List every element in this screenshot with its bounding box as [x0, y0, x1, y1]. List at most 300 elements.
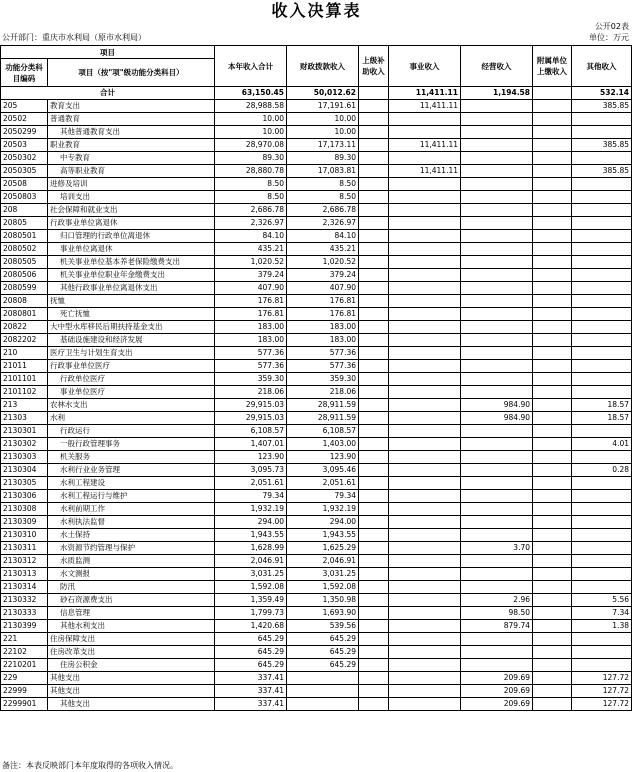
header-fiscal: 财政拨款收入	[287, 46, 359, 87]
row-fiscal	[287, 698, 359, 711]
row-fiscal: 379.24	[287, 269, 359, 282]
row-operating	[461, 100, 533, 113]
row-upper	[359, 659, 389, 672]
row-business	[389, 334, 461, 347]
row-code: 2101101	[1, 373, 48, 386]
table-row	[1, 412, 632, 425]
row-fiscal: 183.00	[287, 321, 359, 334]
row-upper	[359, 646, 389, 659]
row-business	[389, 152, 461, 165]
row-name: 农林水支出	[48, 399, 215, 412]
table-row	[1, 555, 632, 568]
row-fiscal: 2,046.91	[287, 555, 359, 568]
row-name: 大中型水库移民后期扶持基金支出	[48, 321, 215, 334]
row-other	[572, 243, 632, 256]
table-row	[1, 633, 632, 646]
row-affiliated	[533, 438, 572, 451]
row-upper	[359, 256, 389, 269]
row-fiscal: 10.00	[287, 113, 359, 126]
row-code: 2101102	[1, 386, 48, 399]
total-cell: 532.14	[572, 87, 632, 100]
row-upper	[359, 438, 389, 451]
row-business	[389, 555, 461, 568]
row-fiscal: 294.00	[287, 516, 359, 529]
row-total: 176.81	[215, 295, 287, 308]
row-fiscal: 577.36	[287, 360, 359, 373]
row-business	[389, 451, 461, 464]
row-fiscal: 577.36	[287, 347, 359, 360]
row-code: 22999	[1, 685, 48, 698]
row-upper	[359, 477, 389, 490]
total-cell: 11,411.11	[389, 87, 461, 100]
row-code: 221	[1, 633, 48, 646]
row-code: 20508	[1, 178, 48, 191]
header-business: 事业收入	[389, 46, 461, 87]
row-fiscal: 435.21	[287, 243, 359, 256]
row-operating	[461, 269, 533, 282]
row-other	[572, 425, 632, 438]
row-upper	[359, 542, 389, 555]
row-affiliated	[533, 308, 572, 321]
row-name: 其他水利支出	[48, 620, 215, 633]
row-name: 普通教育	[48, 113, 215, 126]
row-business	[389, 646, 461, 659]
table-row	[1, 438, 632, 451]
row-upper	[359, 568, 389, 581]
row-operating	[461, 256, 533, 269]
row-fiscal: 10.00	[287, 126, 359, 139]
table-row	[1, 347, 632, 360]
row-affiliated	[533, 503, 572, 516]
row-total: 645.29	[215, 646, 287, 659]
row-name: 抚恤	[48, 295, 215, 308]
row-code: 2130310	[1, 529, 48, 542]
row-affiliated	[533, 490, 572, 503]
table-row	[1, 230, 632, 243]
row-other	[572, 490, 632, 503]
row-operating	[461, 217, 533, 230]
row-operating	[461, 438, 533, 451]
row-code: 2130311	[1, 542, 48, 555]
row-total: 84.10	[215, 230, 287, 243]
row-operating	[461, 490, 533, 503]
table-row	[1, 698, 632, 711]
row-other	[572, 451, 632, 464]
table-row	[1, 139, 632, 152]
page-title: 收入决算表	[271, 1, 362, 20]
row-business	[389, 659, 461, 672]
total-cell	[533, 87, 572, 100]
row-operating	[461, 204, 533, 217]
row-upper	[359, 685, 389, 698]
row-business: 11,411.11	[389, 100, 461, 113]
row-affiliated	[533, 321, 572, 334]
row-fiscal: 1,592.08	[287, 581, 359, 594]
header-other: 其他收入	[572, 46, 632, 87]
row-code: 22102	[1, 646, 48, 659]
row-business	[389, 633, 461, 646]
row-name: 事业单位医疗	[48, 386, 215, 399]
row-upper	[359, 100, 389, 113]
row-business	[389, 581, 461, 594]
row-operating	[461, 178, 533, 191]
row-operating	[461, 373, 533, 386]
row-other	[572, 178, 632, 191]
row-affiliated	[533, 542, 572, 555]
row-other: 0.28	[572, 464, 632, 477]
row-upper	[359, 295, 389, 308]
row-operating	[461, 360, 533, 373]
row-affiliated	[533, 555, 572, 568]
row-operating	[461, 659, 533, 672]
row-name: 机关服务	[48, 451, 215, 464]
row-code: 2082202	[1, 334, 48, 347]
row-code: 2050803	[1, 191, 48, 204]
row-affiliated	[533, 607, 572, 620]
row-business	[389, 295, 461, 308]
row-name: 机关事业单位职业年金缴费支出	[48, 269, 215, 282]
table-row	[1, 178, 632, 191]
row-code: 20503	[1, 139, 48, 152]
row-upper	[359, 230, 389, 243]
row-operating	[461, 321, 533, 334]
row-upper	[359, 308, 389, 321]
row-name: 行政事业单位离退休	[48, 217, 215, 230]
row-fiscal: 8.50	[287, 178, 359, 191]
total-cell: 63,150.45	[215, 87, 287, 100]
row-total: 1,932.19	[215, 503, 287, 516]
revenue-table	[0, 45, 632, 711]
row-upper	[359, 399, 389, 412]
row-upper	[359, 451, 389, 464]
row-affiliated	[533, 269, 572, 282]
row-affiliated	[533, 659, 572, 672]
row-fiscal: 3,031.25	[287, 568, 359, 581]
row-total: 28,970.08	[215, 139, 287, 152]
form-code: 公开02表	[594, 22, 629, 31]
header-code: 功能分类科目编码	[1, 59, 48, 87]
row-other	[572, 646, 632, 659]
row-name: 培训支出	[48, 191, 215, 204]
row-total: 79.34	[215, 490, 287, 503]
row-fiscal: 17,083.81	[287, 165, 359, 178]
row-fiscal: 1,625.29	[287, 542, 359, 555]
table-row	[1, 256, 632, 269]
row-affiliated	[533, 152, 572, 165]
row-other	[572, 360, 632, 373]
row-name: 机关事业单位基本养老保险缴费支出	[48, 256, 215, 269]
row-total: 8.50	[215, 191, 287, 204]
table-row	[1, 269, 632, 282]
table-row	[1, 126, 632, 139]
row-affiliated	[533, 347, 572, 360]
row-code: 21011	[1, 360, 48, 373]
row-other	[572, 633, 632, 646]
row-affiliated	[533, 581, 572, 594]
row-business	[389, 607, 461, 620]
row-fiscal: 1,350.98	[287, 594, 359, 607]
table-row	[1, 217, 632, 230]
row-fiscal: 17,173.11	[287, 139, 359, 152]
row-total: 183.00	[215, 334, 287, 347]
row-code: 2080801	[1, 308, 48, 321]
row-code: 2130301	[1, 425, 48, 438]
row-fiscal: 539.56	[287, 620, 359, 633]
row-affiliated	[533, 256, 572, 269]
row-fiscal: 1,403.00	[287, 438, 359, 451]
row-business	[389, 126, 461, 139]
table-row	[1, 659, 632, 672]
row-code: 208	[1, 204, 48, 217]
row-code: 2130309	[1, 516, 48, 529]
row-business	[389, 698, 461, 711]
header-upper: 上级补助收入	[359, 46, 389, 87]
row-other	[572, 191, 632, 204]
row-fiscal: 123.90	[287, 451, 359, 464]
row-name: 进修及培训	[48, 178, 215, 191]
row-business	[389, 685, 461, 698]
table-row	[1, 204, 632, 217]
row-operating	[461, 230, 533, 243]
row-fiscal: 1,932.19	[287, 503, 359, 516]
row-business	[389, 542, 461, 555]
row-fiscal: 645.29	[287, 646, 359, 659]
row-other	[572, 659, 632, 672]
row-total: 1,359.49	[215, 594, 287, 607]
row-code: 2080506	[1, 269, 48, 282]
row-affiliated	[533, 672, 572, 685]
row-total: 1,943.55	[215, 529, 287, 542]
row-total: 1,799.73	[215, 607, 287, 620]
row-business	[389, 191, 461, 204]
row-name: 水利	[48, 412, 215, 425]
row-affiliated	[533, 126, 572, 139]
row-affiliated	[533, 425, 572, 438]
total-cell: 1,194.58	[461, 87, 533, 100]
table-row	[1, 425, 632, 438]
row-other: 385.85	[572, 100, 632, 113]
row-affiliated	[533, 360, 572, 373]
row-other: 127.72	[572, 672, 632, 685]
row-business	[389, 503, 461, 516]
row-upper	[359, 321, 389, 334]
row-operating: 2.96	[461, 594, 533, 607]
row-total: 29,915.03	[215, 412, 287, 425]
table-row	[1, 594, 632, 607]
row-other	[572, 204, 632, 217]
row-business	[389, 256, 461, 269]
row-upper	[359, 555, 389, 568]
row-total: 10.00	[215, 126, 287, 139]
row-operating: 209.69	[461, 698, 533, 711]
table-row	[1, 191, 632, 204]
row-affiliated	[533, 295, 572, 308]
row-other	[572, 152, 632, 165]
table-row	[1, 581, 632, 594]
row-affiliated	[533, 113, 572, 126]
row-total: 2,051.61	[215, 477, 287, 490]
row-affiliated	[533, 243, 572, 256]
table-row	[1, 152, 632, 165]
row-operating	[461, 282, 533, 295]
row-affiliated	[533, 412, 572, 425]
row-total: 1,420.68	[215, 620, 287, 633]
row-operating	[461, 516, 533, 529]
row-code: 20805	[1, 217, 48, 230]
row-upper	[359, 217, 389, 230]
row-business	[389, 620, 461, 633]
row-operating: 984.90	[461, 412, 533, 425]
row-total: 1,020.52	[215, 256, 287, 269]
table-row	[1, 100, 632, 113]
row-affiliated	[533, 516, 572, 529]
row-total: 337.41	[215, 685, 287, 698]
row-fiscal: 1,693.90	[287, 607, 359, 620]
table-row	[1, 321, 632, 334]
row-upper	[359, 204, 389, 217]
table-row	[1, 607, 632, 620]
row-operating	[461, 555, 533, 568]
row-fiscal: 17,191.61	[287, 100, 359, 113]
row-code: 20808	[1, 295, 48, 308]
row-affiliated	[533, 230, 572, 243]
row-fiscal: 79.34	[287, 490, 359, 503]
row-fiscal: 2,051.61	[287, 477, 359, 490]
row-fiscal: 176.81	[287, 295, 359, 308]
row-business	[389, 217, 461, 230]
row-business	[389, 672, 461, 685]
row-upper	[359, 282, 389, 295]
row-fiscal: 2,686.78	[287, 204, 359, 217]
row-upper	[359, 373, 389, 386]
row-total: 6,108.57	[215, 425, 287, 438]
row-upper	[359, 698, 389, 711]
row-name: 医疗卫生与计划生育支出	[48, 347, 215, 360]
table-row	[1, 672, 632, 685]
row-total: 123.90	[215, 451, 287, 464]
row-other	[572, 126, 632, 139]
row-business	[389, 529, 461, 542]
row-operating	[461, 139, 533, 152]
row-code: 2130305	[1, 477, 48, 490]
row-upper	[359, 178, 389, 191]
row-affiliated	[533, 685, 572, 698]
row-name: 归口管理的行政单位离退休	[48, 230, 215, 243]
table-row	[1, 620, 632, 633]
row-other: 1.38	[572, 620, 632, 633]
row-business	[389, 282, 461, 295]
row-name: 水文测报	[48, 568, 215, 581]
row-other: 18.57	[572, 412, 632, 425]
row-total: 294.00	[215, 516, 287, 529]
row-fiscal: 176.81	[287, 308, 359, 321]
row-affiliated	[533, 334, 572, 347]
table-row	[1, 243, 632, 256]
row-name: 中专教育	[48, 152, 215, 165]
row-fiscal: 89.30	[287, 152, 359, 165]
table-row	[1, 529, 632, 542]
row-name: 行政事业单位医疗	[48, 360, 215, 373]
row-total: 1,628.99	[215, 542, 287, 555]
table-row	[1, 113, 632, 126]
row-total: 379.24	[215, 269, 287, 282]
row-other	[572, 581, 632, 594]
total-cell: 50,012.62	[287, 87, 359, 100]
row-affiliated	[533, 620, 572, 633]
table-row	[1, 646, 632, 659]
row-operating	[461, 243, 533, 256]
row-name: 高等职业教育	[48, 165, 215, 178]
row-name: 基础设施建设和经济发展	[48, 334, 215, 347]
row-code: 213	[1, 399, 48, 412]
table-row	[1, 685, 632, 698]
row-upper	[359, 425, 389, 438]
row-total: 176.81	[215, 308, 287, 321]
row-business	[389, 568, 461, 581]
row-total: 337.41	[215, 672, 287, 685]
row-other: 385.85	[572, 139, 632, 152]
row-upper	[359, 165, 389, 178]
row-total: 3,031.25	[215, 568, 287, 581]
row-upper	[359, 191, 389, 204]
row-fiscal: 28,911.59	[287, 412, 359, 425]
row-name: 水利执法监督	[48, 516, 215, 529]
row-affiliated	[533, 594, 572, 607]
row-fiscal	[287, 685, 359, 698]
row-name: 其他普通教育支出	[48, 126, 215, 139]
row-operating	[461, 165, 533, 178]
row-name: 防汛	[48, 581, 215, 594]
row-code: 2130308	[1, 503, 48, 516]
row-business	[389, 308, 461, 321]
row-business	[389, 204, 461, 217]
row-name: 水质监测	[48, 555, 215, 568]
row-code: 2080502	[1, 243, 48, 256]
row-business	[389, 360, 461, 373]
row-business	[389, 243, 461, 256]
row-business	[389, 321, 461, 334]
row-code: 2130314	[1, 581, 48, 594]
row-business	[389, 178, 461, 191]
table-row	[1, 386, 632, 399]
row-operating	[461, 347, 533, 360]
row-name: 水利行业业务管理	[48, 464, 215, 477]
row-other	[572, 217, 632, 230]
row-operating	[461, 451, 533, 464]
table-row	[1, 360, 632, 373]
row-upper	[359, 607, 389, 620]
row-other	[572, 568, 632, 581]
row-name: 砂石资源费支出	[48, 594, 215, 607]
row-total: 577.36	[215, 360, 287, 373]
row-fiscal: 6,108.57	[287, 425, 359, 438]
row-upper	[359, 581, 389, 594]
row-affiliated	[533, 139, 572, 152]
row-operating	[461, 581, 533, 594]
row-fiscal: 183.00	[287, 334, 359, 347]
row-total: 1,407.01	[215, 438, 287, 451]
row-other	[572, 529, 632, 542]
row-code: 2080501	[1, 230, 48, 243]
row-affiliated	[533, 178, 572, 191]
row-other	[572, 269, 632, 282]
row-operating	[461, 126, 533, 139]
row-business	[389, 425, 461, 438]
table-row	[1, 373, 632, 386]
row-affiliated	[533, 464, 572, 477]
row-affiliated	[533, 646, 572, 659]
table-row	[1, 282, 632, 295]
